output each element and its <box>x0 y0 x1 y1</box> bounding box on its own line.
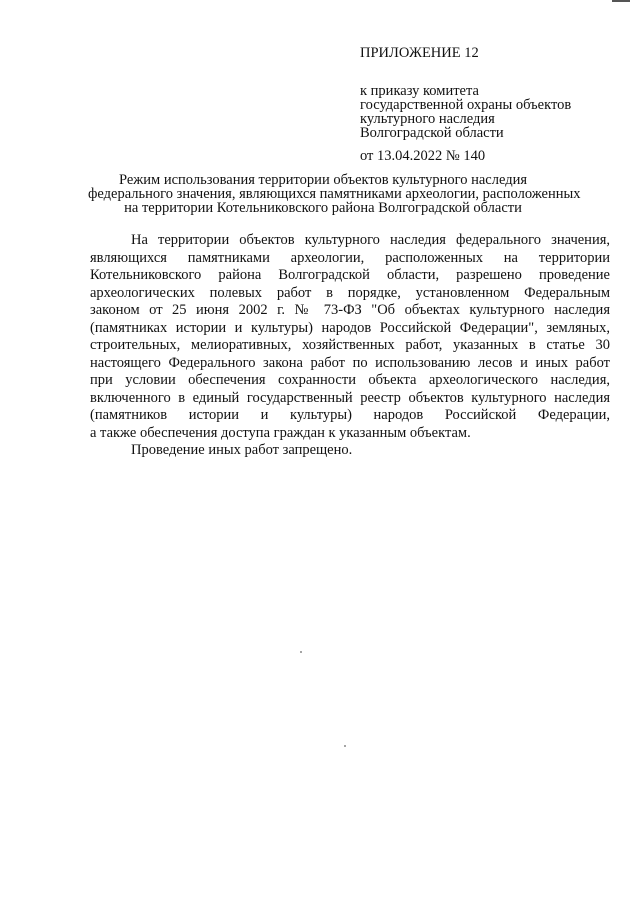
body-line: включенного в единый государственный реестр объектов культурного наследия <box>90 389 610 406</box>
body-line: Котельниковского района Волгоградской области, разрешено проведение <box>90 267 610 283</box>
appendix-line: культурного наследия <box>360 111 495 127</box>
appendix-line: Волгоградской области <box>360 125 504 141</box>
heading-line: на территории Котельниковского района Волгоградской области <box>124 200 522 216</box>
document-heading <box>88 172 581 216</box>
appendix-line: к приказу комитета <box>360 83 479 99</box>
scan-speck <box>344 745 346 747</box>
scan-edge-mark <box>612 0 630 2</box>
body-line: законом от 25 июня 2002 г. № 73-ФЗ "Об объектах культурного наследия <box>90 302 610 318</box>
body-line: а также обеспечения доступа граждан к указанным объектам. <box>90 424 471 441</box>
body-line: (памятников истории и культуры) народов Российской Федерации, <box>90 407 610 423</box>
scan-speck <box>300 651 302 653</box>
body-line: (памятниках истории и культуры) народов Российской Федерации", земляных, <box>90 319 610 336</box>
body-line: На территории объектов культурного наследия федерального значения, <box>131 232 610 248</box>
body-line: являющихся памятниками археологии, расположенных на территории <box>90 249 610 266</box>
heading-line: федерального значения, являющихся памятниками археологии, расположенных <box>88 186 581 202</box>
appendix-title: ПРИЛОЖЕНИЕ 12 <box>360 45 479 61</box>
appendix-reference <box>360 84 620 140</box>
heading-line: Режим использования территории объектов культурного наследия <box>118 172 528 188</box>
appendix-line: государственной охраны объектов <box>360 97 572 113</box>
body-line: настоящего Федерального закона работ по использованию лесов и иных работ <box>90 354 610 371</box>
body-line: Проведение иных работ запрещено. <box>131 442 353 458</box>
body-line: строительных, мелиоративных, хозяйственных работ, указанных в статье 30 <box>90 337 610 353</box>
body-line: археологических полевых работ в порядке, установленном Федеральным <box>90 284 610 301</box>
appendix-date: от 13.04.2022 № 140 <box>360 148 486 164</box>
body-paragraphs <box>90 232 610 460</box>
body-line: при условии обеспечения сохранности объекта археологического наследия, <box>90 372 610 388</box>
